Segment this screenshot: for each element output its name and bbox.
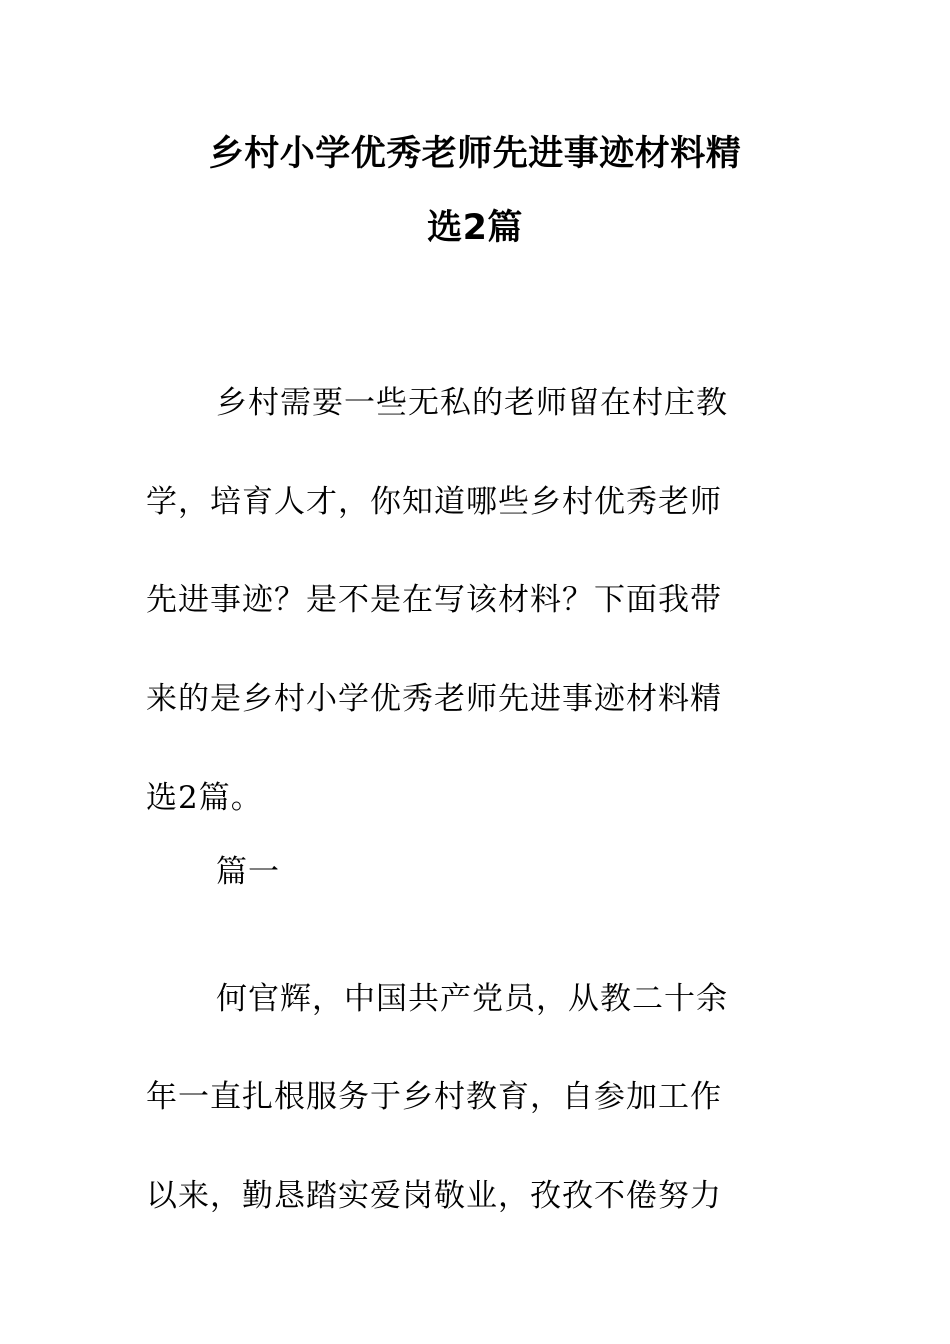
paragraph-line: 来的是乡村小学优秀老师先进事迹材料精 [146, 681, 722, 717]
paragraph-line: 年一直扎根服务于乡村教育，自参加工作 [146, 1079, 722, 1115]
paragraph-line: 乡村需要一些无私的老师留在村庄教 [216, 385, 728, 421]
paragraph-line: 先进事迹？是不是在写该材料？下面我带 [146, 582, 722, 618]
paragraph-line: 学，培育人才，你知道哪些乡村优秀老师 [146, 484, 722, 520]
paragraph-line: 何官辉，中国共产党员，从教二十余 [216, 981, 728, 1017]
paragraph-line: 以来，勤恳踏实爱岗敬业，孜孜不倦努力 [146, 1178, 722, 1214]
document-title-line-1: 乡村小学优秀老师先进事迹材料精 [208, 134, 742, 174]
document-title-line-2: 选2篇 [427, 208, 523, 248]
paragraph-line: 选2篇。 [146, 780, 263, 816]
section-heading: 篇一 [216, 854, 280, 890]
